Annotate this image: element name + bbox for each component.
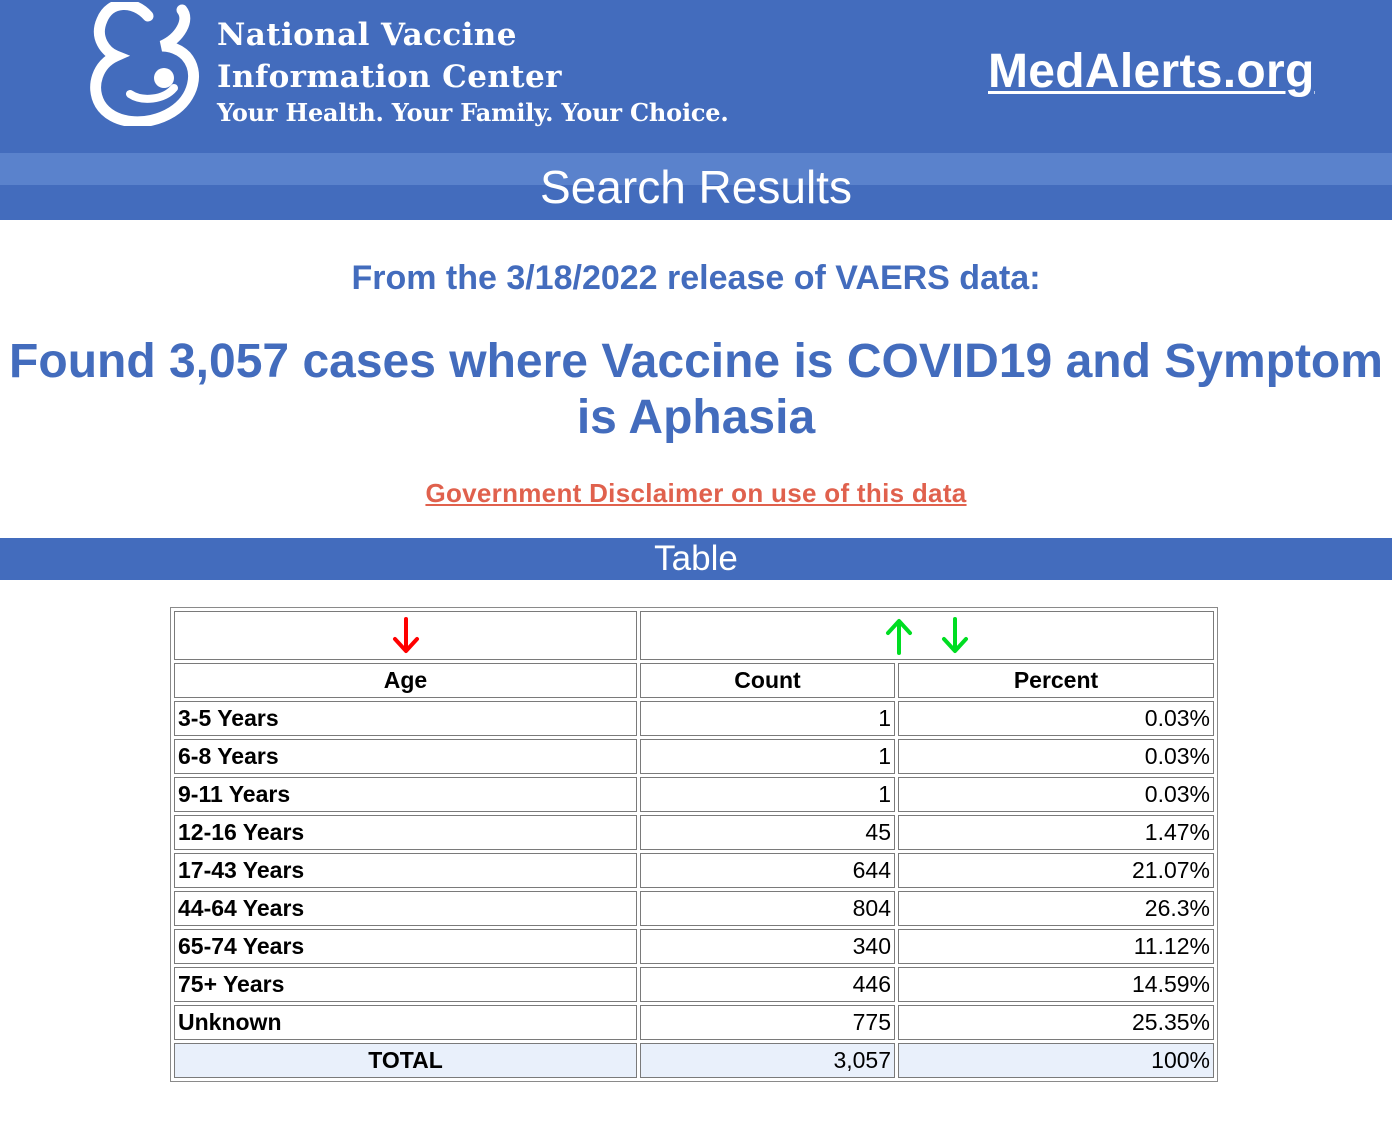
sort-up-arrow-icon[interactable] — [884, 616, 914, 656]
count-cell: 1 — [640, 701, 895, 736]
age-cell: 12-16 Years — [174, 815, 637, 850]
count-cell: 804 — [640, 891, 895, 926]
percent-cell: 0.03% — [898, 777, 1214, 812]
search-results-title: Search Results — [540, 161, 852, 213]
sort-down-arrow-icon[interactable] — [940, 616, 970, 656]
organization-name — [217, 14, 729, 130]
table-header-row — [174, 663, 1214, 698]
org-name-line1: National Vaccine — [217, 17, 517, 53]
table-total-row — [174, 1043, 1214, 1078]
results-table-container — [170, 607, 1218, 1082]
table-row — [174, 853, 1214, 888]
table-row — [174, 777, 1214, 812]
percent-cell: 1.47% — [898, 815, 1214, 850]
percent-cell: 21.07% — [898, 853, 1214, 888]
age-cell: Unknown — [174, 1005, 637, 1040]
table-row — [174, 967, 1214, 1002]
count-cell: 775 — [640, 1005, 895, 1040]
column-header-percent: Percent — [898, 663, 1214, 698]
table-row — [174, 929, 1214, 964]
percent-cell: 26.3% — [898, 891, 1214, 926]
age-cell: 75+ Years — [174, 967, 637, 1002]
age-cell: 9-11 Years — [174, 777, 637, 812]
table-row — [174, 891, 1214, 926]
mother-child-logo-icon[interactable] — [90, 2, 204, 126]
count-cell: 1 — [640, 739, 895, 774]
table-row — [174, 815, 1214, 850]
count-sort-cell — [640, 611, 1214, 660]
table-section-title: Table — [0, 538, 1392, 580]
age-cell: 65-74 Years — [174, 929, 637, 964]
age-cell: 6-8 Years — [174, 739, 637, 774]
percent-cell: 14.59% — [898, 967, 1214, 1002]
age-cell: 17-43 Years — [174, 853, 637, 888]
results-summary-heading: Found 3,057 cases where Vaccine is COVID19 and Symptom is Aphasia — [9, 335, 1383, 444]
medalerts-home-link[interactable]: MedAlerts.org — [988, 45, 1315, 98]
site-header — [0, 0, 1392, 153]
government-disclaimer-link[interactable]: Government Disclaimer on use of this data — [425, 478, 967, 508]
results-table — [170, 607, 1218, 1082]
table-row — [174, 701, 1214, 736]
sort-down-arrow-icon[interactable] — [391, 616, 421, 656]
release-note: From the 3/18/2022 release of VAERS data: — [351, 259, 1041, 297]
percent-cell: 0.03% — [898, 701, 1214, 736]
disclaimer-container — [0, 478, 1392, 509]
count-cell: 340 — [640, 929, 895, 964]
age-sort-cell — [174, 611, 637, 660]
percent-cell: 25.35% — [898, 1005, 1214, 1040]
org-name-line2: Information Center — [217, 59, 562, 95]
total-percent-cell: 100% — [898, 1043, 1214, 1078]
count-cell: 1 — [640, 777, 895, 812]
age-cell: 44-64 Years — [174, 891, 637, 926]
count-cell: 446 — [640, 967, 895, 1002]
age-cell: 3-5 Years — [174, 701, 637, 736]
column-header-age: Age — [174, 663, 637, 698]
percent-cell: 11.12% — [898, 929, 1214, 964]
count-cell: 45 — [640, 815, 895, 850]
percent-cell: 0.03% — [898, 739, 1214, 774]
sort-controls-row — [174, 611, 1214, 660]
table-row — [174, 739, 1214, 774]
total-label-cell: TOTAL — [174, 1043, 637, 1078]
table-row — [174, 1005, 1214, 1040]
column-header-count: Count — [640, 663, 895, 698]
total-count-cell: 3,057 — [640, 1043, 895, 1078]
org-tagline: Your Health. Your Family. Your Choice. — [217, 98, 729, 127]
count-cell: 644 — [640, 853, 895, 888]
